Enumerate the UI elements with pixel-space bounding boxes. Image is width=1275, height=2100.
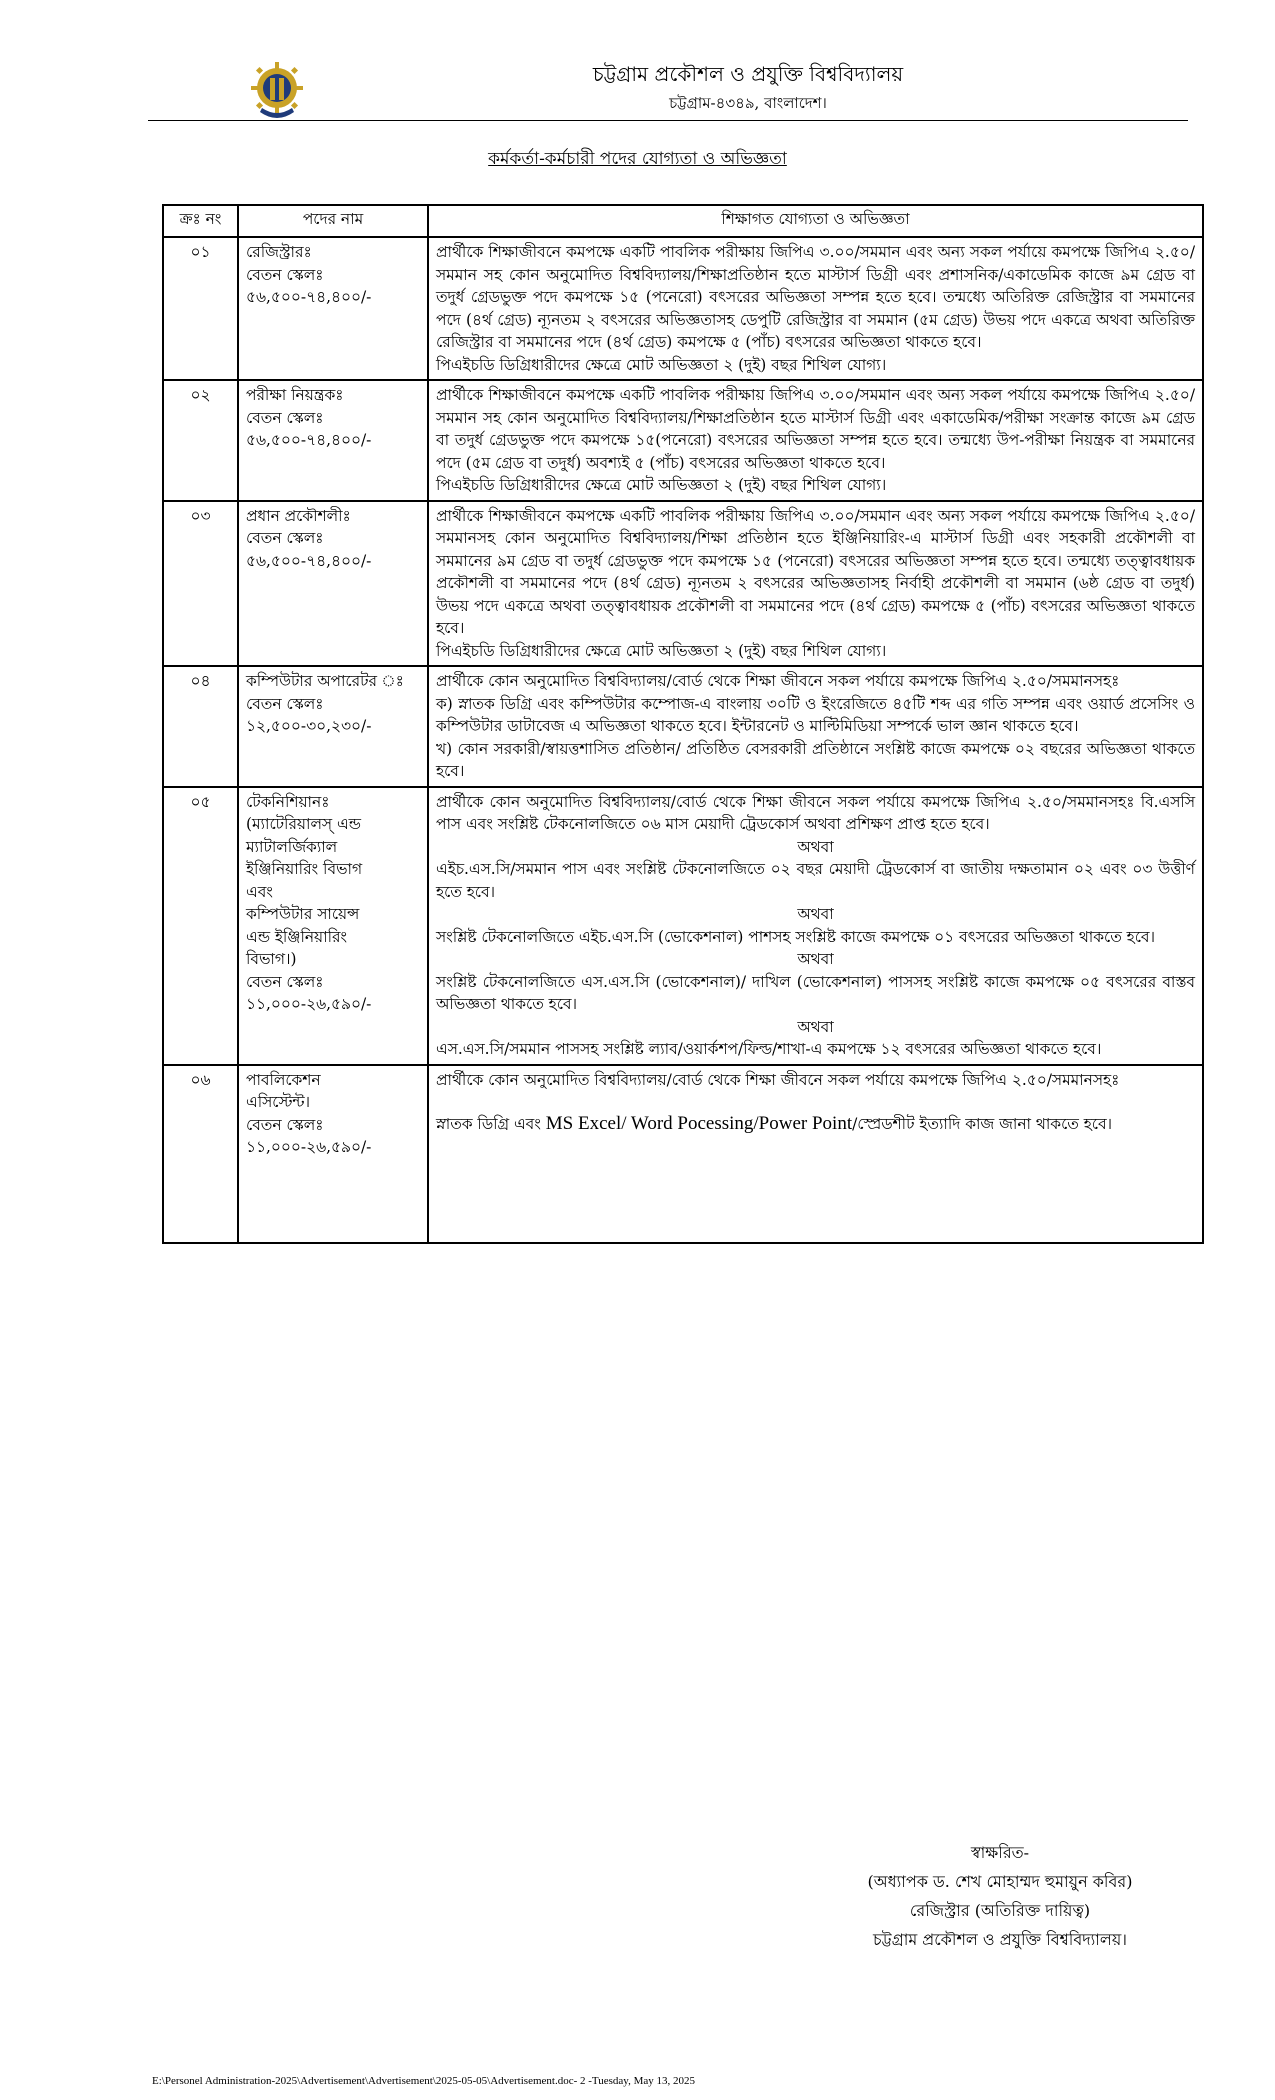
qualification-option-kha: খ) কোন সরকারী/স্বায়ত্তশাসিত প্রতিষ্ঠান/ প্রতিষ্ঠিত বেসরকারী প্রতিষ্ঠানে সংশ্লিষ্ট কাজে কমপক্ষে ০২ বছরের অভিজ্ঞতা থাকতে হবে। <box>436 739 1195 780</box>
qualification-text: এইচ.এস.সি/সমমান পাস এবং সংশ্লিষ্ট টেকনোলজিতে ০২ বছর মেয়াদী ট্রেডকোর্স বা জাতীয় দক্ষতামান ০২ এবং ০৩ উত্তীর্ণ হতে হবে। <box>436 860 1195 901</box>
post-title: পরীক্ষা নিয়ন্ত্রকঃ <box>246 386 344 404</box>
header-divider <box>148 120 1188 121</box>
document-title: কর্মকর্তা-কর্মচারী পদের যোগ্যতা ও অভিজ্ঞতা <box>488 149 787 169</box>
qualification-cell <box>428 380 1203 501</box>
software-list: MS Excel/ Word Pocessing/Power Point <box>545 1113 853 1134</box>
post-cell <box>238 1065 428 1243</box>
qualification-cell <box>428 1065 1203 1243</box>
post-title: টেকনিশিয়ানঃ <box>246 792 330 811</box>
qualification-cell <box>428 501 1203 667</box>
qualification-text: প্রার্থীকে শিক্ষাজীবনে কমপক্ষে একটি পাবলিক পরীক্ষায় জিপিএ ৩.০০/সমমান এবং অন্য সকল পর্যায়ে কমপক্ষে জিপিএ ২.৫০/সমমান সহ কোন অনুমোদিত বিশ্ববিদ্যালয়/শিক্ষাপ্রতিষ্ঠান হতে মাস্টার্স ডিগ্রী এবং একাডেমিক/পরীক্ষা সংক্রান্ত কাজে ৯ম গ্রেড বা তদুর্ধ গ্রেডভুক্ত পদে কমপক্ষে ১৫(পনেরো) বৎসরের অভিজ্ঞতা সম্পন্ন হতে হবে। তন্মধ্যে উপ-পরীক্ষা নিয়ন্ত্রক বা সমমানের পদে (৫ম গ্রেড বা তদুর্ধ) অবশ্যই ৫ (পাঁচ) বৎসরের অভিজ্ঞতা থাকতে হবে। <box>436 386 1195 472</box>
post-cell <box>238 237 428 380</box>
serial-cell: ০১ <box>163 237 238 380</box>
department-line: এবং <box>246 882 273 901</box>
department-line: ইঞ্জিনিয়ারিং বিভাগ <box>246 860 363 878</box>
qualification-text: প্রার্থীকে শিক্ষাজীবনে কমপক্ষে একটি পাবলিক পরীক্ষায় জিপিএ ৩.০০/সমমান এবং অন্য সকল পর্যায়ে কমপক্ষে জিপিএ ২.৫০/সমমান সহ কোন অনুমোদিত বিশ্ববিদ্যালয়/শিক্ষাপ্রতিষ্ঠান হতে মাস্টার্স ডিগ্রী এবং প্রশাসনিক/একাডেমিক কাজে ৯ম গ্রেড বা তদুর্ধ গ্রেডভুক্ত পদে কমপক্ষে ১৫ (পনেরো) বৎসরের অভিজ্ঞতা সম্পন্ন হতে হবে। তন্মধ্যে অতিরিক্ত রেজিস্ট্রার বা সমমানের পদে (৪র্থ গ্রেড) ন্যূনতম ২ বৎসরের অভিজ্ঞতাসহ ডেপুটি রেজিস্ট্রার বা সমমান (৫ম গ্রেড) উভয় পদে একত্রে অথবা অতিরিক্ত রেজিস্ট্রার বা সমমানের পদে (৪র্থ গ্রেড) কমপক্ষে ৫ (পাঁচ) বৎসরের অভিজ্ঞতা থাকতে হবে। <box>436 243 1195 351</box>
qualification-cell <box>428 787 1203 1065</box>
pay-scale-label: বেতন স্কেলঃ <box>246 972 324 991</box>
signatory-designation: রেজিস্ট্রার (অতিরিক্ত দায়িত্ব) <box>909 1901 1091 1920</box>
pay-scale-label: বেতন স্কেলঃ <box>246 265 324 284</box>
qualification-skills <box>436 1113 1195 1136</box>
qualification-text: এস.এস.সি/সমমান পাসসহ সংশ্লিষ্ট ল্যাব/ওয়ার্কশপ/ফিল্ড/শাখা-এ কমপক্ষে ১২ বৎসরের অভিজ্ঞতা থাকতে হবে। <box>436 1040 1102 1058</box>
post-title: রেজিস্ট্রারঃ <box>246 243 312 261</box>
qualification-text: প্রার্থীকে কোন অনুমোদিত বিশ্ববিদ্যালয়/বোর্ড থেকে শিক্ষা জীবনে সকল পর্যায়ে কমপক্ষে জিপিএ ২.৫০/সমমানসহঃ <box>436 672 1120 690</box>
header-serial: ক্রঃ নং <box>163 205 238 237</box>
letterhead <box>148 52 1188 122</box>
qualification-text: প্রার্থীকে শিক্ষাজীবনে কমপক্ষে একটি পাবলিক পরীক্ষায় জিপিএ ৩.০০/সমমান এবং অন্য সকল পর্যায়ে কমপক্ষে জিপিএ ২.৫০/সমমানসহ কোন অনুমোদিত বিশ্ববিদ্যালয়/শিক্ষা প্রতিষ্ঠান হতে ইঞ্জিনিয়ারিং-এ মাস্টার্স ডিগ্রী এবং সহকারী প্রকৌশলী বা সমমানের ৯ম গ্রেড বা তদুর্ধ গ্রেডভুক্ত পদে কমপক্ষে ১৫ (পনেরো) বৎসরের অভিজ্ঞতা সম্পন্ন হতে হবে। তন্মধ্যে তত্ত্বাবধায়ক প্রকৌশলী বা সমমানের পদে (৪র্থ গ্রেড) ন্যূনতম ২ বৎসরের অভিজ্ঞতাসহ নির্বাহী প্রকৌশলী বা সমমান (৬ষ্ঠ গ্রেড বা তদুর্ধ) উভয় পদে একত্রে অথবা তত্ত্বাবধায়ক প্রকৌশলী বা সমমানের পদে (৪র্থ গ্রেড) কমপক্ষে ৫ (পাঁচ) বৎসরের অভিজ্ঞতা থাকতে হবে। <box>436 506 1195 637</box>
or-separator: অথবা <box>797 1017 834 1036</box>
department-line: কম্পিউটার সায়েন্স <box>246 905 360 923</box>
table-header-row <box>163 205 1203 237</box>
or-separator: অথবা <box>797 950 834 968</box>
pay-scale-label: বেতন স্কেলঃ <box>246 694 324 713</box>
qualification-cell <box>428 666 1203 787</box>
pay-scale-label: বেতন স্কেলঃ <box>246 1115 324 1134</box>
or-separator: অথবা <box>797 837 834 856</box>
serial-cell: ০৪ <box>163 666 238 787</box>
serial-cell: ০৩ <box>163 501 238 667</box>
pay-scale-label: বেতন স্কেলঃ <box>246 408 324 427</box>
signed-label: স্বাক্ষরিত- <box>970 1843 1030 1862</box>
table-row <box>163 666 1203 787</box>
table-row <box>163 237 1203 380</box>
header-qualification: শিক্ষাগত যোগ্যতা ও অভিজ্ঞতা <box>428 205 1203 237</box>
department-line: বিভাগ।) <box>246 950 297 968</box>
qualification-text: প্রার্থীকে কোন অনুমোদিত বিশ্ববিদ্যালয়/বোর্ড থেকে শিক্ষা জীবনে সকল পর্যায়ে কমপক্ষে জিপিএ ২.৫০/সমমানসহঃ <box>436 1070 1120 1089</box>
qualification-table <box>162 204 1204 1244</box>
signatory-institution: চট্টগ্রাম প্রকৌশল ও প্রযুক্তি বিশ্ববিদ্যালয়। <box>872 1930 1128 1949</box>
serial-cell: ০৫ <box>163 787 238 1065</box>
qualification-option-ka: ক) স্নাতক ডিগ্রি এবং কম্পিউটার কম্পোজ-এ বাংলায় ৩০টি ও ইংরেজিতে ৪৫টি শব্দ এর গতি সম্পন্ন এবং ওয়ার্ড প্রসেসিং ও কম্পিউটার ডাটাবেজ এ অভিজ্ঞতা থাকতে হবে। ইন্টারনেট ও মাল্টিমিডিয়া সম্পর্কে ভাল জ্ঞান থাকতে হবে। <box>436 694 1195 735</box>
qualification-text: সংশ্লিষ্ট টেকনোলজিতে এইচ.এস.সি (ভোকেশনাল) পাশসহ সংশ্লিষ্ট কাজে কমপক্ষে ০১ বৎসরের অভিজ্ঞতা থাকতে হবে। <box>436 927 1156 946</box>
department-line: এন্ড ইঞ্জিনিয়ারিং <box>246 927 348 946</box>
qualification-note: পিএইচডি ডিগ্রিধারীদের ক্ষেত্রে মোট অভিজ্ঞতা ২ (দুই) বছর শিথিল যোগ্য। <box>436 355 887 374</box>
pay-scale-value: ৫৬,৫০০-৭৪,৪০০/- <box>246 288 372 306</box>
post-title: কম্পিউটার অপারেটর ঃ <box>246 672 404 690</box>
post-title: পাবলিকেশন <box>246 1070 321 1089</box>
file-path-footer: E:\Personel Administration-2025\Advertisement\Advertisement\2025-05-05\Advertisement.doc- 2 -Tuesday, May 13, 2025 <box>152 2075 695 2087</box>
qualification-text: সংশ্লিষ্ট টেকনোলজিতে এস.এস.সি (ভোকেশনাল)/ দাখিল (ভোকেশনাল) পাসসহ সংশ্লিষ্ট কাজে কমপক্ষে ০৫ বৎসরের বাস্তব অভিজ্ঞতা থাকতে হবে। <box>436 972 1195 1013</box>
pay-scale-label: বেতন স্কেলঃ <box>246 529 324 547</box>
department-line: ম্যাটালর্জিক্যাল <box>246 837 338 856</box>
skills-suffix: /স্প্রেডশীট ইত্যাদি কাজ জানা থাকতে হবে। <box>852 1115 1113 1133</box>
pay-scale-value: ১১,০০০-২৬,৫৯০/- <box>246 1138 372 1156</box>
post-cell <box>238 666 428 787</box>
pay-scale-value: ৫৬,৫০০-৭৪,৪০০/- <box>246 431 372 449</box>
qualification-note: পিএইচডি ডিগ্রিধারীদের ক্ষেত্রে মোট অভিজ্ঞতা ২ (দুই) বছর শিথিল যোগ্য। <box>436 641 887 660</box>
post-cell <box>238 501 428 667</box>
qualification-text: প্রার্থীকে কোন অনুমোদিত বিশ্ববিদ্যালয়/বোর্ড থেকে শিক্ষা জীবনে সকল পর্যায়ে কমপক্ষে জিপিএ ২.৫০/সমমানসহঃ বি.এসসি পাস এবং সংশ্লিষ্ট টেকনোলজিতে ০৬ মাস মেয়াদী ট্রেডকোর্স অথবা প্রশিক্ষণ প্রাপ্ত হতে হবে। <box>436 792 1195 833</box>
post-title: প্রধান প্রকৌশলীঃ <box>246 506 351 525</box>
post-cell <box>238 787 428 1065</box>
table-row <box>163 380 1203 501</box>
department-line: (ম্যাটেরিয়ালস্ এন্ড <box>246 815 361 833</box>
skills-prefix: স্নাতক ডিগ্রি এবং <box>436 1115 546 1133</box>
or-separator: অথবা <box>797 905 834 923</box>
pay-scale-value: ৫৬,৫০০-৭৪,৪০০/- <box>246 551 372 570</box>
university-name: চট্টগ্রাম প্রকৌশল ও প্রযুক্তি বিশ্ববিদ্যালয় <box>592 62 904 86</box>
pay-scale-value: ১১,০০০-২৬,৫৯০/- <box>246 995 372 1013</box>
serial-cell: ০৬ <box>163 1065 238 1243</box>
table-row <box>163 1065 1203 1243</box>
post-cell <box>238 380 428 501</box>
signatory-name: (অধ্যাপক ড. শেখ মোহাম্মদ হুমায়ুন কবির) <box>867 1872 1133 1891</box>
pay-scale-value: ১২,৫০০-৩০,২৩০/- <box>246 717 372 735</box>
table-row <box>163 787 1203 1065</box>
table-row <box>163 501 1203 667</box>
university-address: চট্টগ্রাম-৪৩৪৯, বাংলাদেশ। <box>669 94 827 112</box>
qualification-cell <box>428 237 1203 380</box>
post-title: এসিস্টেন্ট। <box>246 1093 311 1111</box>
signature-block <box>800 1838 1200 1954</box>
serial-cell: ০২ <box>163 380 238 501</box>
header-post-name: পদের নাম <box>238 205 428 237</box>
qualification-note: পিএইচডি ডিগ্রিধারীদের ক্ষেত্রে মোট অভিজ্ঞতা ২ (দুই) বছর শিথিল যোগ্য। <box>436 476 887 494</box>
